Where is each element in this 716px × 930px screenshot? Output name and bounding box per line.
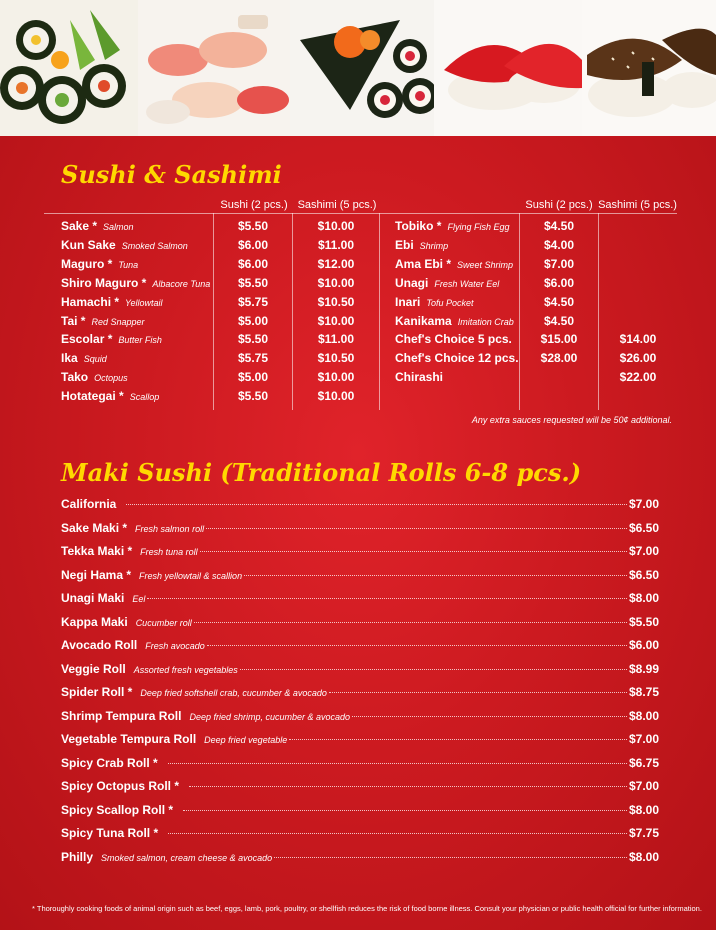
- sushi-price: $5.75: [237, 351, 269, 366]
- sashimi-price: $10.00: [317, 389, 355, 404]
- item-name: Hamachi *: [61, 294, 120, 309]
- dot-leader: [207, 645, 627, 646]
- tuna-nigiri-photo: [434, 0, 582, 136]
- table-top-rule: [44, 213, 677, 214]
- sushi-price: $4.50: [543, 294, 575, 309]
- sashimi-price: $12.00: [317, 256, 355, 271]
- maki-name: Kappa Maki: [61, 614, 128, 629]
- item-description: Red Snapper: [91, 316, 145, 327]
- item-description: Fresh Water Eel: [434, 278, 500, 289]
- maki-name: Spicy Scallop Roll *: [61, 802, 174, 817]
- dot-leader: [200, 551, 627, 552]
- maki-item-row: [61, 591, 659, 611]
- sushi-rolls-photo: [0, 0, 138, 136]
- maki-description: Fresh avocado: [145, 641, 205, 651]
- item-name: Escolar *: [61, 332, 113, 347]
- photo-strip: [0, 0, 716, 136]
- maki-price: $5.50: [628, 614, 659, 629]
- item-description: Tuna: [118, 259, 139, 270]
- item-name: Tobiko *: [395, 219, 442, 233]
- item-description: Squid: [83, 354, 107, 365]
- item-name: Chirashi: [395, 370, 444, 385]
- maki-price: $7.00: [628, 779, 659, 793]
- maki-name: Philly: [61, 849, 94, 864]
- item-name: Ama Ebi *: [395, 256, 452, 271]
- item-description: Shrimp: [419, 240, 449, 251]
- item-description: Scallop: [129, 392, 160, 403]
- dot-leader: [274, 857, 627, 858]
- sushi-item-row: [395, 255, 513, 274]
- sushi-item-row: [395, 368, 449, 387]
- sushi-item-row: [61, 368, 128, 387]
- maki-name: Spider Roll *: [61, 685, 133, 699]
- maki-name: Spicy Crab Roll *: [61, 755, 158, 770]
- item-name: Tako: [61, 370, 89, 385]
- item-name: Ebi: [395, 237, 414, 252]
- dot-leader: [240, 669, 627, 670]
- maki-item-row: [61, 615, 659, 635]
- maki-name: California: [61, 497, 117, 511]
- sashimi-price: $10.00: [317, 370, 355, 385]
- sushi-item-row: [61, 330, 162, 349]
- item-name: Kanikama: [395, 313, 452, 328]
- sushi-price: $5.00: [237, 370, 269, 385]
- maki-price: $8.00: [628, 708, 659, 723]
- maki-name: Shrimp Tempura Roll: [61, 708, 182, 723]
- hand-roll-photo: [290, 0, 434, 136]
- item-name: Unagi: [395, 275, 429, 290]
- maki-price: $8.00: [628, 802, 659, 817]
- sushi-price: $15.00: [540, 332, 578, 347]
- sushi-price: $4.50: [543, 219, 575, 233]
- item-name: Inari: [395, 294, 421, 309]
- dot-leader: [168, 763, 627, 764]
- maki-price: $6.50: [628, 567, 659, 582]
- dot-leader: [147, 598, 627, 599]
- sushi-price: $6.00: [543, 275, 575, 290]
- dot-leader: [194, 622, 627, 623]
- maki-name: Avocado Roll: [61, 638, 138, 652]
- maki-price: $8.00: [628, 849, 659, 864]
- maki-item-row: [61, 521, 659, 541]
- sushi-item-row: [61, 217, 134, 236]
- sashimi-price: $11.00: [317, 332, 355, 347]
- sashimi-price: $26.00: [619, 351, 657, 366]
- sashimi-price: $14.00: [619, 332, 657, 347]
- maki-item-row: [61, 638, 659, 658]
- sushi-item-row: [395, 349, 525, 368]
- maki-item-row: [61, 709, 659, 729]
- maki-name: Tekka Maki *: [61, 544, 133, 558]
- sushi-item-row: [61, 255, 138, 274]
- divider: [379, 213, 380, 410]
- dot-leader: [329, 692, 627, 693]
- sushi-price: $7.00: [543, 256, 575, 271]
- maki-item-row: [61, 544, 659, 564]
- item-description: Butter Fish: [118, 335, 162, 346]
- item-description: Salmon: [103, 222, 134, 232]
- maki-item-row: [61, 685, 659, 705]
- item-name: Sake *: [61, 219, 98, 233]
- maki-name: Veggie Roll: [61, 661, 126, 676]
- maki-price: $8.99: [628, 661, 659, 676]
- sashimi-price: $10.00: [317, 313, 355, 328]
- maki-description: Deep fried vegetable: [204, 735, 288, 745]
- item-name: Maguro *: [61, 256, 113, 271]
- maki-description: Deep fried softshell crab, cucumber & avocado: [140, 688, 327, 698]
- item-description: Smoked Salmon: [121, 240, 188, 251]
- dot-leader: [183, 810, 627, 811]
- sushi-price: $5.75: [237, 294, 269, 309]
- maki-item-row: [61, 662, 659, 682]
- sashimi-price: $10.00: [317, 275, 355, 290]
- col-head-sushi-left: Sushi (2 pcs.): [220, 199, 288, 211]
- dot-leader: [289, 739, 627, 740]
- dot-leader: [168, 833, 627, 834]
- maki-item-row: [61, 756, 659, 776]
- dot-leader: [189, 786, 627, 787]
- item-name: Ika: [61, 351, 78, 366]
- item-description: Albacore Tuna: [152, 278, 211, 289]
- sushi-item-row: [61, 349, 107, 368]
- maki-price: $6.75: [628, 755, 659, 770]
- maki-description: Fresh salmon roll: [135, 523, 205, 534]
- maki-description: Eel: [132, 594, 146, 604]
- item-description: Octopus: [94, 373, 128, 384]
- item-description: Flying Fish Egg: [447, 222, 510, 232]
- sushi-item-row: [61, 387, 159, 406]
- sushi-item-row: [395, 274, 499, 293]
- maki-name: Vegetable Tempura Roll: [61, 732, 197, 746]
- maki-name: Spicy Tuna Roll *: [61, 826, 159, 840]
- item-name: Kun Sake: [61, 237, 116, 252]
- sushi-price: $5.00: [237, 313, 269, 328]
- maki-item-row: [61, 803, 659, 823]
- sashimi-platter-photo: [138, 0, 290, 136]
- maki-name: Negi Hama *: [61, 567, 132, 582]
- sushi-item-row: [395, 293, 474, 312]
- sushi-price: $5.50: [237, 219, 269, 233]
- sashimi-price: $10.50: [317, 351, 355, 366]
- maki-sushi-title: Maki Sushi (Traditional Rolls 6-8 pcs.): [61, 458, 582, 487]
- sashimi-price: $22.00: [619, 370, 657, 385]
- maki-item-row: [61, 779, 659, 799]
- dot-leader: [206, 528, 627, 529]
- sashimi-price: $11.00: [317, 237, 355, 252]
- sushi-item-row: [395, 217, 509, 236]
- sushi-item-row: [395, 312, 514, 331]
- maki-name: Spicy Octopus Roll *: [61, 779, 180, 793]
- maki-name: Unagi Maki: [61, 591, 125, 605]
- maki-price: $6.00: [628, 638, 659, 652]
- sushi-item-row: [61, 236, 188, 255]
- sushi-item-row: [61, 274, 210, 293]
- sushi-price: $5.50: [237, 275, 269, 290]
- maki-description: Fresh tuna roll: [140, 547, 198, 557]
- col-head-sashimi-left: Sashimi (5 pcs.): [297, 199, 377, 211]
- maki-description: Smoked salmon, cream cheese & avocado: [101, 852, 273, 863]
- sushi-item-row: [395, 236, 448, 255]
- sushi-price: $6.00: [237, 256, 269, 271]
- item-name: Tai *: [61, 313, 86, 328]
- eel-nigiri-photo: [582, 0, 716, 136]
- maki-item-row: [61, 497, 659, 517]
- maki-price: $6.50: [628, 520, 659, 535]
- sushi-price: $6.00: [237, 237, 269, 252]
- item-description: Tofu Pocket: [426, 297, 474, 308]
- sushi-price: $5.50: [237, 332, 269, 347]
- sushi-item-row: [61, 312, 145, 331]
- maki-item-row: [61, 850, 659, 870]
- maki-name: Sake Maki *: [61, 520, 128, 535]
- maki-price: $7.75: [628, 826, 659, 840]
- sushi-price: $5.50: [237, 389, 269, 404]
- col-head-sashimi-right: Sashimi (5 pcs.): [598, 199, 677, 211]
- maki-item-row: [61, 826, 659, 846]
- maki-price: $7.00: [628, 732, 659, 746]
- sushi-price: $4.50: [543, 313, 575, 328]
- sushi-sashimi-table: [44, 197, 677, 410]
- col-head-sushi-right: Sushi (2 pcs.): [525, 199, 593, 211]
- maki-price: $7.00: [628, 497, 659, 511]
- sushi-sashimi-title: Sushi & Sashimi: [61, 160, 282, 189]
- maki-item-row: [61, 568, 659, 588]
- sashimi-price: $10.50: [317, 294, 355, 309]
- maki-description: Fresh yellowtail & scallion: [139, 570, 243, 581]
- item-description: Imitation Crab: [457, 316, 514, 327]
- sushi-price: $4.00: [543, 237, 575, 252]
- maki-price: $8.00: [628, 591, 659, 605]
- footer-disclaimer: * Thoroughly cooking foods of animal origin such as beef, eggs, lamb, pork, poultry, or shellfish reduces the risk of food borne illness. Consult your physician or public health official for further information.: [32, 904, 702, 913]
- item-name: Chef's Choice 12 pcs.: [395, 351, 519, 366]
- item-description: Yellowtail: [125, 297, 163, 308]
- sauce-note: Any extra sauces requested will be 50¢ additional.: [471, 415, 672, 425]
- dot-leader: [244, 575, 627, 576]
- dot-leader: [352, 716, 627, 717]
- dot-leader: [126, 504, 627, 505]
- sushi-item-row: [395, 330, 518, 349]
- maki-description: Deep fried shrimp, cucumber & avocado: [189, 711, 351, 722]
- maki-price: $7.00: [628, 544, 659, 558]
- item-description: Sweet Shrimp: [457, 259, 514, 270]
- item-name: Chef's Choice 5 pcs.: [395, 332, 512, 347]
- maki-description: Cucumber roll: [135, 617, 192, 628]
- maki-description: Assorted fresh vegetables: [133, 664, 238, 675]
- maki-item-row: [61, 732, 659, 752]
- sashimi-price: $10.00: [317, 219, 355, 233]
- sushi-item-row: [61, 293, 163, 312]
- item-name: Hotategai *: [61, 389, 124, 404]
- maki-price: $8.75: [628, 685, 659, 699]
- sushi-price: $28.00: [540, 351, 578, 366]
- item-name: Shiro Maguro *: [61, 275, 147, 290]
